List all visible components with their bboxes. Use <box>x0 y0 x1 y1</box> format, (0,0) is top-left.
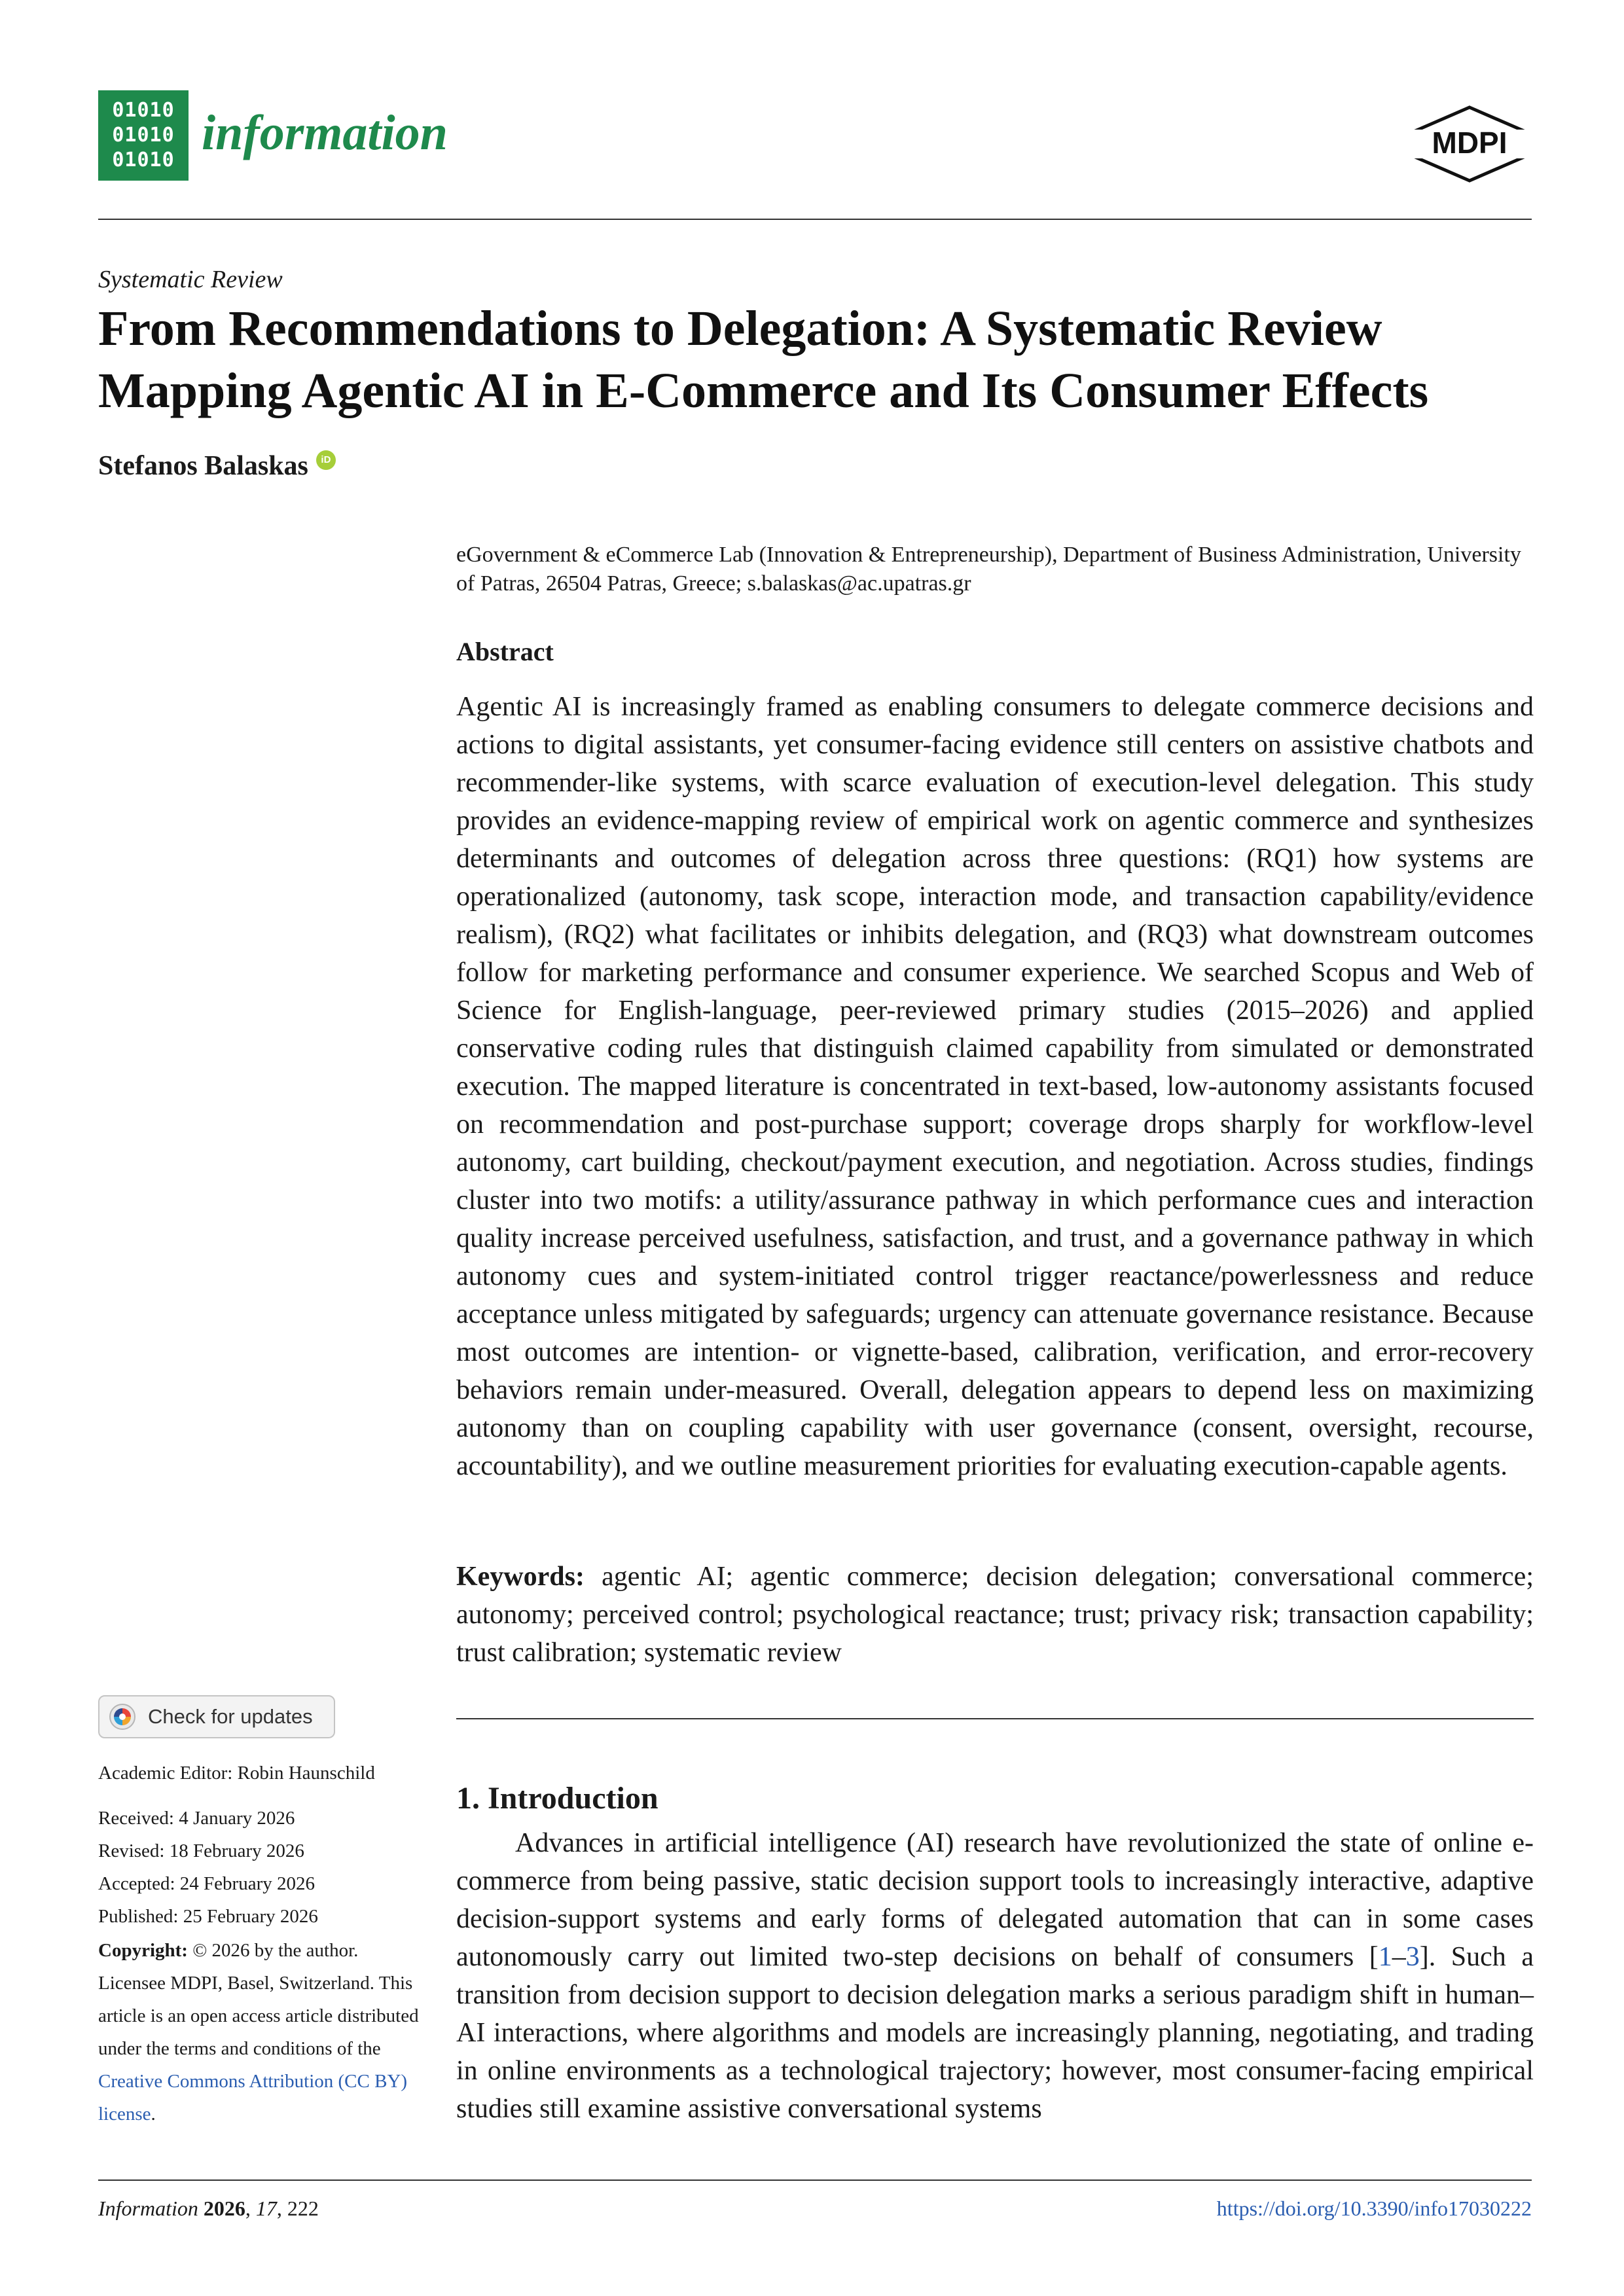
section-heading-introduction: 1. Introduction <box>456 1781 659 1816</box>
author-line <box>98 450 336 482</box>
intro-text-part: Advances in artificial intelligence (AI) research have revolutionized the state of online e-commerce from being passive, static decision support tools to increasingly interactive, adaptive decision-support systems and early forms of delegated automation that can in some cases autonomously carry out limited two-step decisions on behalf of consumers [ <box>456 1828 1534 1972</box>
journal-name: information <box>202 105 448 160</box>
footer-citation: Information 2026, 17, 222 <box>98 2197 319 2220</box>
doi-link[interactable]: https://doi.org/10.3390/info17030222 <box>1216 2197 1532 2220</box>
article-type: Systematic Review <box>98 266 283 293</box>
article-title: From Recommendations to Delegation: A Systematic Review Mapping Agentic AI in E-Commerce and Its Consumer Effects <box>98 301 1429 418</box>
orcid-icon[interactable]: iD <box>316 450 336 470</box>
copyright-end: . <box>151 2104 156 2125</box>
check-for-updates-button[interactable] <box>98 1695 335 1738</box>
citation-link[interactable]: 3 <box>1405 1942 1420 1972</box>
academic-editor: Academic Editor: Robin Haunschild <box>98 1763 375 1784</box>
logo-line: 01010 <box>112 124 175 147</box>
section-divider <box>456 1718 1534 1719</box>
footer-volume: 17 <box>255 2197 277 2220</box>
mdpi-logo-text: MDPI <box>1432 126 1507 160</box>
check-updates-label: Check for updates <box>148 1705 313 1728</box>
keywords-text: agentic AI; agentic commerce; decision delegation; conversational commerce; autonomy; perceived control; psychological reactance; trust; privacy risk; transaction capability; trust calibration; systematic review <box>456 1562 1534 1668</box>
footer-year: 2026 <box>203 2197 245 2220</box>
logo-line: 01010 <box>112 99 175 122</box>
footer-divider <box>98 2179 1532 2181</box>
logo-line: 01010 <box>112 149 175 171</box>
footer-journal: Information <box>98 2197 198 2220</box>
intro-text-part: ]. Such a transition from decision support to decision delegation marks a serious paradigm shift in human–AI interactions, where algorithms and models are increasingly planning, negotiating, and trading in online environments as a technological trajectory; however, most consumer-facing empirical studies still examine assistive conversational systems <box>456 1942 1534 2124</box>
author-affiliation: eGovernment & eCommerce Lab (Innovation & Entrepreneurship), Department of Business Administration, University of Patras, 26504 Patras, Greece; s.balaskas@ac.upatras.gr <box>456 543 1521 596</box>
abstract-heading: Abstract <box>456 637 554 666</box>
license-link[interactable]: Creative Commons Attribution (CC BY) license <box>98 2071 408 2125</box>
revised-date: Revised: 18 February 2026 <box>98 1840 304 1861</box>
keywords <box>456 1558 1534 1672</box>
copyright-notice <box>98 1934 425 2130</box>
mdpi-logo <box>1407 105 1532 183</box>
author-name: Stefanos Balaskas <box>98 451 308 481</box>
abstract-text: Agentic AI is increasingly framed as enabling consumers to delegate commerce decisions and actions to digital assistants, yet consumer-facing evidence still centers on assistive chatbots and recommender-like systems, with scarce evaluation of execution-level delegation. This study provides an evidence-mapping review of empirical work on agentic commerce and synthesizes determinants and outcomes of delegation across three questions: (RQ1) how systems are operationalized (autonomy, task scope, interaction mode, and transaction capability/evidence realism), (RQ2) what facilitates or inhibits delegation, and (RQ3) what downstream outcomes follow for marketing performance and consumer experience. We searched Scopus and Web of Science for English-language, peer-reviewed primary studies (2015–2026) and applied conservative coding rules that distinguish claimed capability from simulated or demonstrated execution. The mapped literature is concentrated in text-based, low-autonomy assistants focused on recommendation and post-purchase support; coverage drops sharply for workflow-level autonomy, cart building, checkout/payment execution, and negotiation. Across studies, findings cluster into two motifs: a utility/assurance pathway in which performance cues and interaction quality increase perceived usefulness, satisfaction, and trust, and a governance pathway in which autonomy cues and system-initiated control trigger reactance/powerlessness and reduce acceptance unless mitigated by safeguards; urgency can attenuate governance resistance. Because most outcomes are intention- or vignette-based, calibration, verification, and error-recovery behaviors remain under-measured. Overall, delegation appears to depend less on maximizing autonomy than on coupling capability with user governance (consent, oversight, recourse, accountability), and we outline measurement priorities for evaluating execution-capable agents. <box>456 692 1534 1481</box>
check-updates-icon <box>109 1703 136 1731</box>
accepted-date: Accepted: 24 February 2026 <box>98 1873 315 1894</box>
copyright-label: Copyright: <box>98 1940 188 1961</box>
received-date: Received: 4 January 2026 <box>98 1808 295 1829</box>
citation-link[interactable]: 1 <box>1378 1942 1392 1972</box>
citation-dash: – <box>1392 1942 1406 1972</box>
keywords-label: Keywords: <box>456 1562 585 1592</box>
introduction-paragraph <box>456 1824 1534 2128</box>
header-divider <box>98 219 1532 220</box>
copyright-text: © 2026 by the author. Licensee MDPI, Basel, Switzerland. This article is an open access article distributed under the terms and conditions of the <box>98 1940 419 2059</box>
published-date: Published: 25 February 2026 <box>98 1906 318 1927</box>
footer-page: 222 <box>287 2197 319 2220</box>
journal-logo <box>98 90 189 181</box>
